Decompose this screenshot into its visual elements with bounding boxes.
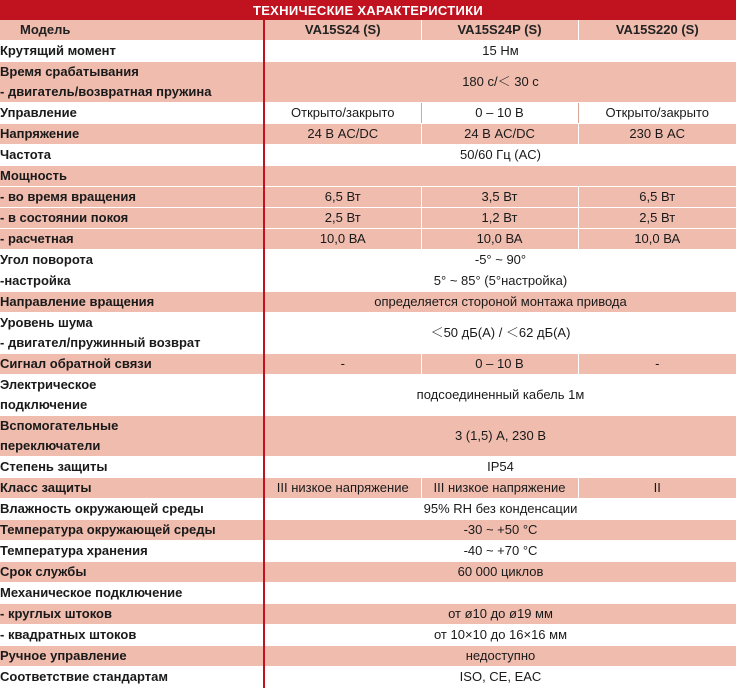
row-value: 6,5 Вт bbox=[264, 187, 421, 208]
table-row bbox=[0, 208, 736, 229]
table-row bbox=[0, 229, 736, 250]
row-label-line: Срок службы bbox=[0, 564, 87, 579]
row-label bbox=[0, 208, 264, 229]
row-label bbox=[0, 646, 264, 667]
row-label bbox=[0, 103, 264, 124]
table-row bbox=[0, 62, 736, 103]
row-value: 0 – 10 В bbox=[421, 354, 578, 375]
table-row bbox=[0, 499, 736, 520]
row-label-line: - квадратных штоков bbox=[0, 627, 137, 642]
spec-table bbox=[0, 20, 736, 688]
row-label-line: Время срабатывания bbox=[0, 64, 139, 79]
row-label-line: Влажность окружающей среды bbox=[0, 501, 204, 516]
row-label-line: - расчетная bbox=[0, 231, 74, 246]
row-value: 1,2 Вт bbox=[421, 208, 578, 229]
row-label-line: подключение bbox=[0, 397, 88, 412]
header-model-label: Модель bbox=[0, 20, 264, 41]
row-value: - bbox=[264, 354, 421, 375]
spec-title: ТЕХНИЧЕСКИЕ ХАРАКТЕРИСТИКИ bbox=[0, 0, 736, 20]
row-label-line: Направление вращения bbox=[0, 294, 155, 309]
table-row bbox=[0, 375, 736, 416]
row-label bbox=[0, 520, 264, 541]
row-label-line: - в состоянии покоя bbox=[0, 210, 129, 225]
table-row bbox=[0, 354, 736, 375]
row-value: 60 000 циклов bbox=[264, 562, 736, 583]
row-value: 24 В AC/DC bbox=[264, 124, 421, 145]
row-value: IP54 bbox=[264, 457, 736, 478]
row-label-line: - во время вращения bbox=[0, 189, 136, 204]
row-label bbox=[0, 313, 264, 354]
row-value: - bbox=[578, 354, 736, 375]
table-row bbox=[0, 457, 736, 478]
table-row bbox=[0, 520, 736, 541]
row-label-line: Соответствие стандартам bbox=[0, 669, 168, 684]
row-label bbox=[0, 145, 264, 166]
row-label bbox=[0, 354, 264, 375]
row-label-line: Крутящий момент bbox=[0, 43, 116, 58]
row-label-line: - двигатель/возвратная пружина bbox=[0, 84, 212, 99]
table-row bbox=[0, 145, 736, 166]
header-model-1: VA15S24 (S) bbox=[264, 20, 421, 41]
table-row bbox=[0, 41, 736, 62]
row-label-line: Класс защиты bbox=[0, 480, 92, 495]
table-row bbox=[0, 478, 736, 499]
row-label-line: Частота bbox=[0, 147, 52, 162]
row-label bbox=[0, 541, 264, 562]
row-label bbox=[0, 271, 264, 292]
row-label bbox=[0, 62, 264, 103]
table-row bbox=[0, 667, 736, 688]
row-value: -30 ~ +50 °C bbox=[264, 520, 736, 541]
table-row bbox=[0, 646, 736, 667]
row-value: 10,0 ВА bbox=[578, 229, 736, 250]
row-label bbox=[0, 562, 264, 583]
row-value: от ø10 до ø19 мм bbox=[264, 604, 736, 625]
row-value: 0 – 10 В bbox=[421, 103, 578, 124]
row-value: 3 (1,5) А, 230 В bbox=[264, 416, 736, 457]
row-label bbox=[0, 625, 264, 646]
row-value: II bbox=[578, 478, 736, 499]
table-row bbox=[0, 271, 736, 292]
row-value: от 10×10 до 16×16 мм bbox=[264, 625, 736, 646]
row-value: III низкое напряжение bbox=[421, 478, 578, 499]
row-label bbox=[0, 499, 264, 520]
row-label-line: -настройка bbox=[0, 273, 71, 288]
row-value: 50/60 Гц (AC) bbox=[264, 145, 736, 166]
table-row bbox=[0, 250, 736, 271]
row-value: III низкое напряжение bbox=[264, 478, 421, 499]
row-label-line: Степень защиты bbox=[0, 459, 108, 474]
row-value: Открыто/закрыто bbox=[578, 103, 736, 124]
table-row bbox=[0, 583, 736, 604]
row-value: 15 Нм bbox=[264, 41, 736, 62]
row-value: ISO, CE, EAC bbox=[264, 667, 736, 688]
header-row bbox=[0, 20, 736, 41]
row-label-line: Угол поворота bbox=[0, 252, 94, 267]
row-label-line: - круглых штоков bbox=[0, 606, 112, 621]
table-row bbox=[0, 187, 736, 208]
row-value: недоступно bbox=[264, 646, 736, 667]
row-label bbox=[0, 604, 264, 625]
row-value: 10,0 ВА bbox=[264, 229, 421, 250]
spec-body bbox=[0, 41, 736, 688]
row-value: 10,0 ВА bbox=[421, 229, 578, 250]
row-label bbox=[0, 457, 264, 478]
table-row bbox=[0, 292, 736, 313]
row-value: ＜50 дБ(А) / ＜62 дБ(А) bbox=[264, 313, 736, 354]
row-label-line: Механическое подключение bbox=[0, 585, 183, 600]
row-label-line: Уровень шума bbox=[0, 315, 93, 330]
row-value: 2,5 Вт bbox=[264, 208, 421, 229]
row-value: определяется стороной монтажа привода bbox=[264, 292, 736, 313]
row-value: 230 В AC bbox=[578, 124, 736, 145]
header-model-3: VA15S220 (S) bbox=[578, 20, 736, 41]
row-value bbox=[264, 583, 736, 604]
row-label-line: Мощность bbox=[0, 168, 67, 183]
row-label-line: Температура хранения bbox=[0, 543, 148, 558]
row-label bbox=[0, 292, 264, 313]
table-row bbox=[0, 103, 736, 124]
header-model-2: VA15S24P (S) bbox=[421, 20, 578, 41]
row-label bbox=[0, 416, 264, 457]
table-row bbox=[0, 124, 736, 145]
row-value: подсоединенный кабель 1м bbox=[264, 375, 736, 416]
table-row bbox=[0, 604, 736, 625]
row-label bbox=[0, 667, 264, 688]
row-label bbox=[0, 229, 264, 250]
row-label-line: Вспомогательные bbox=[0, 418, 119, 433]
row-label bbox=[0, 478, 264, 499]
row-value: -5° ~ 90° bbox=[264, 250, 736, 271]
row-label-line: переключатели bbox=[0, 438, 101, 453]
table-row bbox=[0, 313, 736, 354]
row-label bbox=[0, 250, 264, 271]
row-label-line: Напряжение bbox=[0, 126, 80, 141]
row-label-line: Сигнал обратной связи bbox=[0, 356, 152, 371]
table-row bbox=[0, 416, 736, 457]
row-value: 95% RH без конденсации bbox=[264, 499, 736, 520]
row-value: 6,5 Вт bbox=[578, 187, 736, 208]
row-value bbox=[264, 166, 736, 187]
row-label-line: - двигател/пружинный возврат bbox=[0, 335, 201, 350]
row-label bbox=[0, 375, 264, 416]
table-row bbox=[0, 166, 736, 187]
row-value: Открыто/закрыто bbox=[264, 103, 421, 124]
row-value: 24 В AC/DC bbox=[421, 124, 578, 145]
table-row bbox=[0, 562, 736, 583]
row-label-line: Электрическое bbox=[0, 377, 97, 392]
row-value: 180 с/＜ 30 с bbox=[264, 62, 736, 103]
table-row bbox=[0, 541, 736, 562]
row-label-line: Температура окружающей среды bbox=[0, 522, 216, 537]
row-label-line: Ручное управление bbox=[0, 648, 127, 663]
row-label bbox=[0, 166, 264, 187]
row-value: 5° ~ 85° (5°настройка) bbox=[264, 271, 736, 292]
row-label bbox=[0, 583, 264, 604]
row-label bbox=[0, 187, 264, 208]
row-value: 2,5 Вт bbox=[578, 208, 736, 229]
row-label bbox=[0, 124, 264, 145]
row-value: -40 ~ +70 °C bbox=[264, 541, 736, 562]
row-value: 3,5 Вт bbox=[421, 187, 578, 208]
table-row bbox=[0, 625, 736, 646]
row-label-line: Управление bbox=[0, 105, 77, 120]
row-label bbox=[0, 41, 264, 62]
